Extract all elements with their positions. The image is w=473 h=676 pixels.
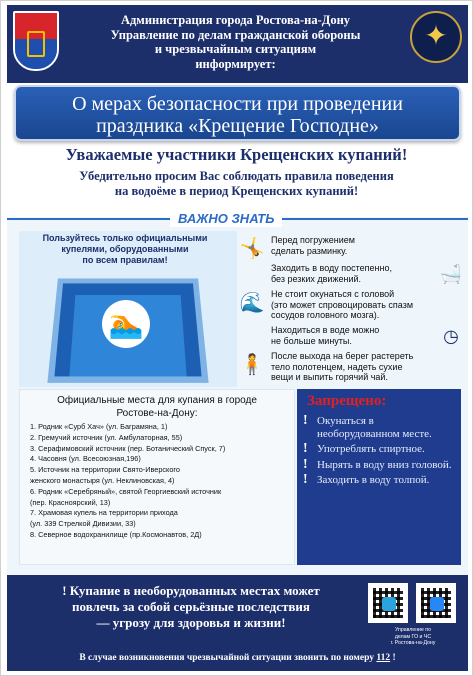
stretching-person-icon: 🤸 (239, 236, 265, 260)
important-label: ВАЖНО ЗНАТЬ (170, 211, 282, 227)
greeting-heading: Уважаемые участники Крещенских купаний! (65, 145, 408, 164)
list-item: ! Нырять в воду вниз головой. (303, 456, 452, 472)
header-banner (7, 5, 468, 83)
qr-caption-line: делам ГО и ЧС (394, 633, 432, 640)
swimmer-icon: 🏊 (102, 300, 150, 348)
diving-head-icon: 🌊 (239, 290, 265, 314)
list-item: 8. Северное водохранилище (пр.Космонавтов, 2Д) (30, 529, 202, 539)
safety-rules: 🤸 Перед погружением сделать разминку. Заходить в воду постепенно, без резких движений. 🛁 🌊 Не стоит окунаться с головой (это может спровоцировать спазм сосудов головного мозга). Находиться в воде можно не больше минуты. ◷ 🧍 После выхода на берег растереть тело полотенцем, надеть сухие вещи и выпить горячий чай. (239, 235, 463, 382)
exclamation-icon: ! (303, 456, 308, 472)
telegram-qr-icon[interactable] (368, 583, 408, 623)
pool-caption-line: Пользуйтесь только официальными (42, 233, 208, 243)
header-line: и чрезвычайным ситуациям (154, 42, 317, 56)
list-item: 2. Гремучий источник (ул. Амбулаторная, 55) (30, 432, 183, 442)
list-item: (пер. Красноярский, 13) (30, 497, 111, 507)
list-item: (ул. 339 Стрелкой Дивизии, 33) (30, 519, 136, 529)
warning-line: ! Купание в необорудованных местах может (62, 583, 320, 598)
important-divider (7, 212, 468, 226)
list-item: 4. Часовня (ул. Всесоюзная,196) (30, 454, 141, 464)
emergency-number[interactable]: 112 (376, 653, 391, 663)
exclamation-icon: ! (303, 441, 308, 456)
towel-person-icon: 🧍 (239, 352, 265, 376)
qr-caption-line: г. Ростова-на-Дону (390, 640, 436, 646)
page-title (16, 93, 459, 137)
list-item: 7. Храмовая купель на территории прихода (30, 508, 178, 518)
places-title-line: Официальные места для купания в городе (57, 395, 257, 406)
places-title-line: Ростове-на-Дону: (116, 408, 198, 419)
bottom-banner (7, 575, 468, 671)
title-line: О мерах безопасности при проведении (72, 93, 403, 115)
qr-caption (366, 627, 460, 647)
header-text (67, 13, 404, 71)
header-line: Управление по делам гражданской обороны (110, 27, 361, 42)
call-end: ! (390, 653, 396, 663)
call-text: В случае возникновения чрезвычайной ситуации звонить по номеру (79, 653, 377, 663)
list-item: 3. Серафимовский источник (пер. Ботанический Спуск, 7) (30, 443, 226, 453)
list-item: ! Употреблять спиртное. (303, 441, 425, 456)
forbidden-box (297, 389, 461, 565)
qr-codes (366, 579, 460, 649)
civil-defense-emblem-icon: ✦ (410, 11, 462, 63)
pool-caption-line: по всем правилам! (82, 255, 168, 265)
bottom-warning (15, 583, 367, 631)
list-item: 5. Источник на территории Свято-Иверского (30, 465, 180, 475)
warning-line: — угрозу для здоровья и жизни! (96, 615, 286, 630)
list-item: 6. Родник «Серебряный», святой Георгиевский источник (30, 486, 222, 496)
exclamation-icon: ! (303, 413, 308, 428)
bather-icon: 🛁 (439, 264, 463, 285)
vk-qr-icon[interactable] (416, 583, 456, 623)
exclamation-icon: ! (303, 472, 308, 487)
request-line: на водоёме в период Крещенских купаний! (114, 184, 359, 198)
title-banner (14, 85, 461, 141)
list-item: ! Окунаться в необорудованном месте. (303, 413, 432, 440)
list-item: ! Заходить в воду толпой. (303, 472, 430, 487)
title-line: праздника «Крещение Господне» (96, 115, 379, 137)
city-coat-of-arms-icon (13, 11, 59, 71)
official-places-box (19, 389, 295, 565)
places-title (20, 394, 294, 420)
forbidden-list (303, 415, 455, 490)
list-item: женского монастыря (ул. Неклиновская, 4) (30, 475, 175, 485)
emergency-call-line (7, 653, 468, 663)
forbidden-heading: Запрещено: (307, 393, 387, 409)
request-text (21, 169, 452, 199)
pool-caption-line: купелями, оборудованными (61, 244, 189, 254)
qr-caption-line: Управление по (395, 627, 431, 633)
list-item: 1. Родник «Сурб Хач» (ул. Баграмяна, 1) (30, 422, 168, 431)
pool-caption (19, 233, 231, 266)
request-line: Убедительно просим Вас соблюдать правила поведения (79, 169, 394, 183)
places-list (30, 422, 290, 541)
clock-icon: ◷ (443, 326, 459, 347)
warning-line: повлечь за собой серьёзные последствия (72, 599, 310, 614)
header-line: Администрация города Ростова-на-Дону (120, 13, 351, 27)
header-line: информирует: (195, 56, 276, 71)
